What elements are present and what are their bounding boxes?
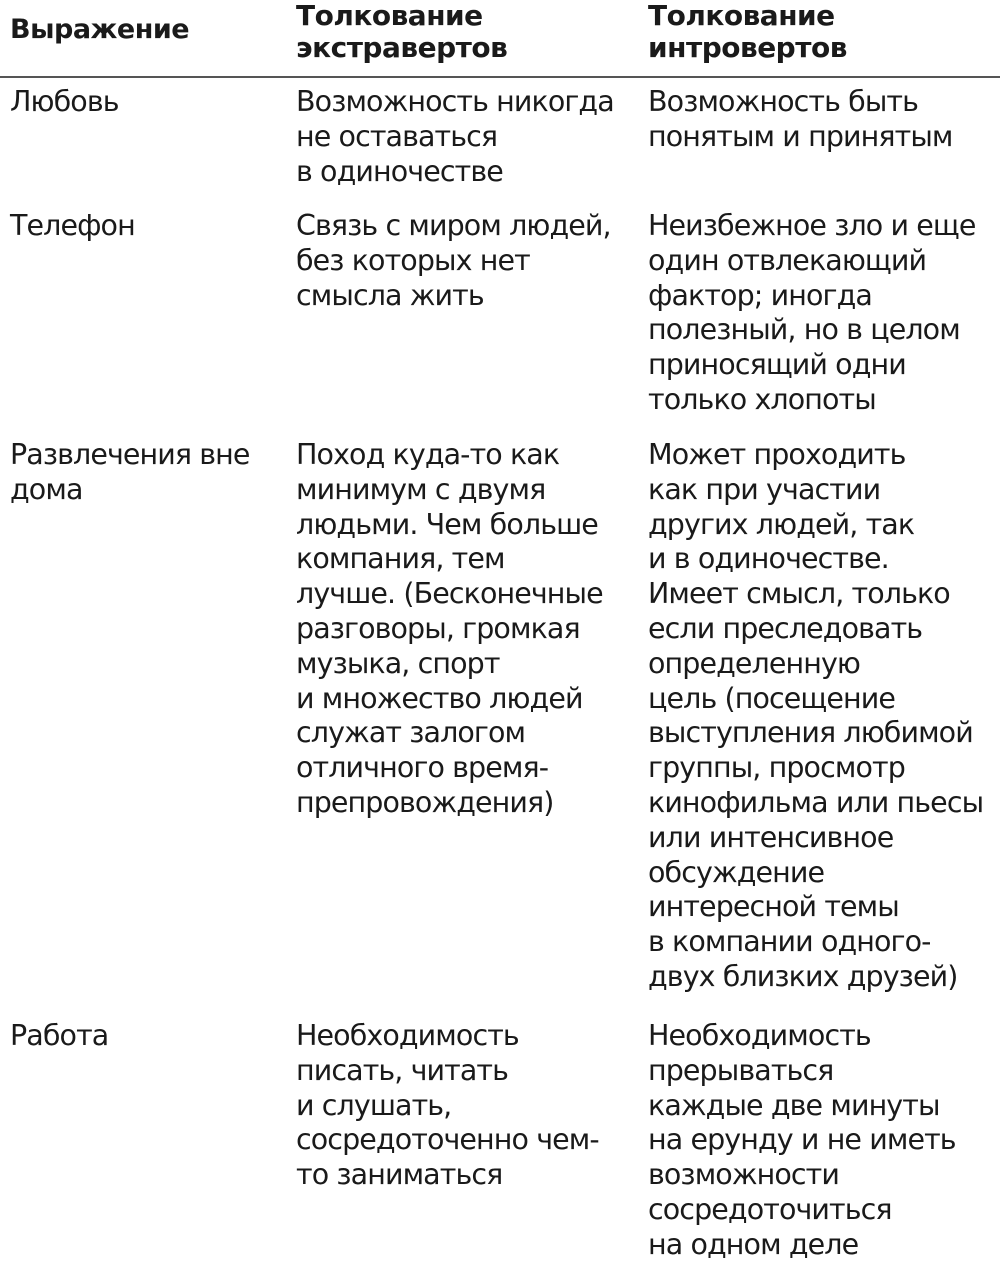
header-line: Толкование <box>648 0 835 32</box>
cell-line: выступления любимой <box>648 716 973 750</box>
cell-line: людьми. Чем больше <box>296 507 598 541</box>
cell-line: Необходимость <box>296 1019 519 1052</box>
cell-line: Возможность никогда <box>296 85 614 118</box>
cell-line: Имеет смысл, только <box>648 577 950 611</box>
cell-line: как при участии <box>648 472 881 506</box>
cell-line: сосредоточенно чем- <box>296 1123 599 1157</box>
cell-line: понятым и принятым <box>648 119 953 153</box>
cell-line: группы, просмотр <box>648 751 905 785</box>
cell-line: возможности <box>648 1158 839 1192</box>
cell-line: писать, читать <box>296 1053 509 1087</box>
cell-line: в компании одного- <box>648 925 931 959</box>
cell-line: служат залогом <box>296 716 526 750</box>
cell-line: полезный, но в целом <box>648 313 960 347</box>
cell-line: отличного время- <box>296 751 549 785</box>
row-outings-term <box>10 438 250 508</box>
cell-line: смысла жить <box>296 278 484 312</box>
row-phone-term <box>10 209 135 244</box>
cell-line: и слушать, <box>296 1088 452 1122</box>
cell-line: Работа <box>10 1019 109 1052</box>
row-outings-extravert <box>296 438 603 821</box>
row-love-extravert <box>296 85 614 189</box>
cell-line: на одном деле <box>648 1227 859 1261</box>
cell-line: прерываться <box>648 1053 834 1087</box>
cell-line: других людей, так <box>648 507 915 541</box>
cell-line: компания, тем <box>296 542 505 576</box>
cell-line: музыка, спорт <box>296 646 500 680</box>
cell-line: лучше. (Бесконечные <box>296 577 603 611</box>
header-expression <box>10 14 189 46</box>
cell-line: Неизбежное зло и еще <box>648 209 976 242</box>
cell-line: определенную <box>648 646 861 680</box>
table-header <box>0 0 1000 78</box>
cell-line: Развлечения вне <box>10 438 250 471</box>
cell-line: Поход куда-то как <box>296 438 560 471</box>
header-introvert <box>648 0 847 64</box>
cell-line: Необходимость <box>648 1019 871 1052</box>
cell-line: кинофильма или пьесы <box>648 785 984 819</box>
header-extravert <box>296 0 507 64</box>
cell-line: дома <box>10 472 83 506</box>
row-work-introvert <box>648 1019 956 1263</box>
row-love-term <box>10 85 119 120</box>
cell-line: Может проходить <box>648 438 906 471</box>
header-line: интровертов <box>648 31 847 64</box>
header-line: Выражение <box>10 14 190 45</box>
row-phone-extravert <box>296 209 611 313</box>
cell-line: или интенсивное <box>648 820 894 854</box>
cell-line: один отвлекающий <box>648 243 927 277</box>
cell-line: и множество людей <box>296 681 583 715</box>
cell-line: без которых нет <box>296 243 530 277</box>
cell-line: обсуждение <box>648 855 825 889</box>
cell-line: на ерунду и не иметь <box>648 1123 956 1157</box>
cell-line: интересной темы <box>648 890 899 924</box>
cell-line: сосредоточиться <box>648 1192 892 1226</box>
header-line: экстравертов <box>296 31 508 64</box>
cell-line: если преследовать <box>648 611 923 645</box>
row-work-term <box>10 1019 108 1054</box>
cell-line: двух близких друзей) <box>648 959 958 993</box>
cell-line: минимум с двумя <box>296 472 546 506</box>
row-work-extravert <box>296 1019 599 1193</box>
row-outings-introvert <box>648 438 983 995</box>
cell-line: и в одиночестве. <box>648 542 889 576</box>
cell-line: каждые две минуты <box>648 1088 940 1122</box>
cell-line: Связь с миром людей, <box>296 209 611 242</box>
cell-line: Любовь <box>10 85 119 118</box>
cell-line: то заниматься <box>296 1158 503 1192</box>
header-line: Толкование <box>296 0 483 32</box>
cell-line: Телефон <box>10 209 135 242</box>
row-phone-introvert <box>648 209 975 418</box>
cell-line: препровождения) <box>296 785 554 819</box>
cell-line: только хлопоты <box>648 382 876 416</box>
cell-line: приносящий одни <box>648 348 906 382</box>
cell-line: цель (посещение <box>648 681 895 715</box>
cell-line: Возможность быть <box>648 85 919 118</box>
cell-line: фактор; иногда <box>648 278 872 312</box>
cell-line: разговоры, громкая <box>296 611 580 645</box>
cell-line: не оставаться <box>296 119 498 153</box>
row-love-introvert <box>648 85 953 155</box>
cell-line: в одиночестве <box>296 154 503 188</box>
